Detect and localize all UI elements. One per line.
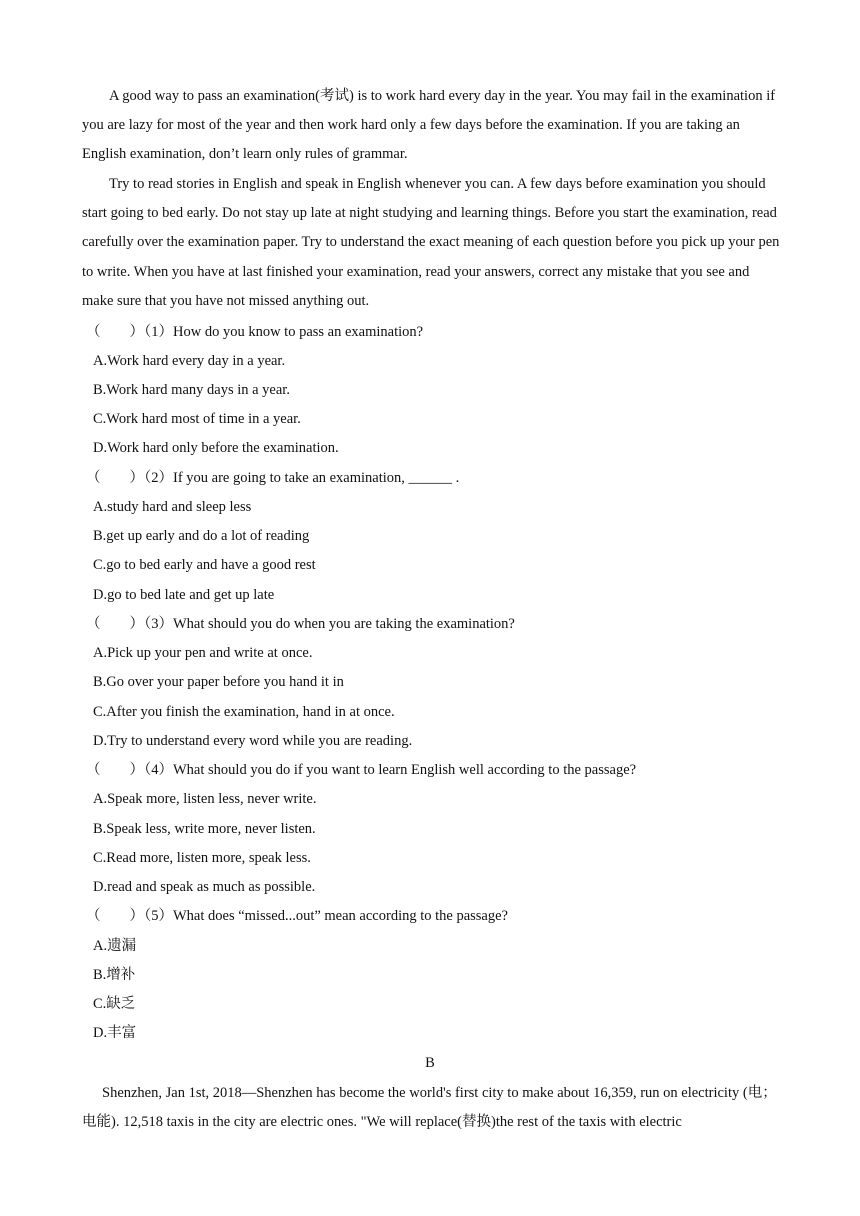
- passage-paragraph-1: A good way to pass an examination(考试) is to work hard every day in the year. You may fail in the examination if you are lazy for most of the year and then work hard only a few days before the examination. If you are taking an English examination, don’t learn only rules of grammar.: [82, 88, 776, 163]
- question-4-option-c: C.Read more, listen more, speak less.: [93, 850, 311, 866]
- question-3-option-d: D.Try to understand every word while you are reading.: [93, 733, 413, 749]
- question-3-stem: （ ）（3）What should you do when you are taking the examination?: [86, 616, 515, 632]
- section-b-paragraph: Shenzhen, Jan 1st, 2018—Shenzhen has become the world's first city to make about 16,359, run on electricity (电；电能). 12,518 taxis in the city are electric ones. "We will replace(替换)the rest of the taxis with electric: [82, 1085, 777, 1131]
- question-1-option-d: D.Work hard only before the examination.: [93, 440, 339, 456]
- question-1-option-b: B.Work hard many days in a year.: [93, 382, 290, 398]
- question-4-option-a: A.Speak more, listen less, never write.: [93, 791, 317, 807]
- question-1-option-a: A.Work hard every day in a year.: [93, 353, 286, 369]
- question-3-option-c: C.After you finish the examination, hand in at once.: [93, 704, 395, 720]
- question-2-option-c: C.go to bed early and have a good rest: [93, 557, 316, 573]
- section-b-heading: B: [425, 1055, 435, 1071]
- question-4-option-b: B.Speak less, write more, never listen.: [93, 821, 316, 837]
- question-2-stem: （ ）（2）If you are going to take an examination, ______ .: [86, 470, 460, 486]
- question-2-option-d: D.go to bed late and get up late: [93, 587, 275, 603]
- question-5-option-d: D.丰富: [93, 1025, 137, 1041]
- question-5-option-c: C.缺乏: [93, 996, 136, 1012]
- question-1-option-c: C.Work hard most of time in a year.: [93, 411, 301, 427]
- question-2-option-b: B.get up early and do a lot of reading: [93, 528, 310, 544]
- question-3-option-a: A.Pick up your pen and write at once.: [93, 645, 313, 661]
- question-4-option-d: D.read and speak as much as possible.: [93, 879, 316, 895]
- question-4-stem: （ ）（4）What should you do if you want to learn English well according to the passage?: [86, 762, 637, 778]
- question-5-stem: （ ）（5）What does “missed...out” mean according to the passage?: [86, 908, 508, 924]
- passage-paragraph-2: Try to read stories in English and speak in English whenever you can. A few days before examination you should start going to bed early. Do not stay up late at night studying and learning things. Before you start the examination, read carefully over the examination paper. Try to understand the exact meaning of each question before you pick up your pen to write. When you have at last finished your examination, read your answers, correct any mistake that you see and make sure that you have not missed anything out.: [82, 176, 780, 309]
- question-5-option-a: A.遗漏: [93, 938, 137, 954]
- question-2-option-a: A.study hard and sleep less: [93, 499, 252, 515]
- question-3-option-b: B.Go over your paper before you hand it in: [93, 674, 344, 690]
- question-1-stem: （ ）（1）How do you know to pass an examination?: [86, 324, 424, 340]
- question-5-option-b: B.增补: [93, 967, 136, 983]
